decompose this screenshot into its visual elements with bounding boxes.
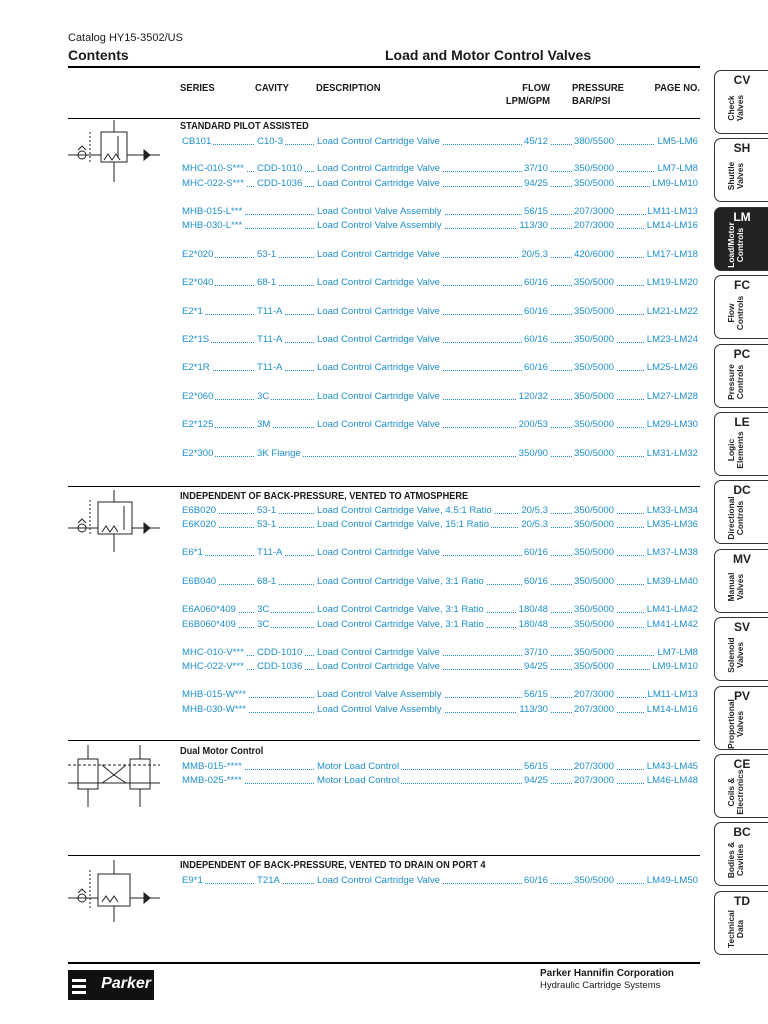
series-cell: MHB-015-W***	[182, 689, 246, 700]
tab-sv[interactable]	[714, 617, 768, 681]
table-row[interactable]	[180, 647, 700, 659]
page-title: Load and Motor Control Valves	[385, 47, 592, 63]
tab-code: BC	[733, 825, 751, 840]
table-row[interactable]	[180, 249, 700, 261]
page-cell: LM39-LM40	[646, 576, 698, 587]
pressure-cell: 350/5000	[574, 448, 615, 459]
tab-label-line1: Proportional	[726, 698, 736, 749]
tab-sh[interactable]	[714, 138, 768, 202]
series-cell: MHB-015-L***	[182, 206, 243, 217]
cavity-cell: T21A	[257, 875, 280, 886]
pressure-cell: 350/5000	[574, 334, 615, 345]
tab-label-line1: Solenoid	[726, 637, 736, 673]
flow-cell: 20/5.3	[521, 249, 548, 260]
table-row[interactable]	[180, 334, 700, 346]
tab-ce[interactable]	[714, 754, 768, 818]
series-cell: MHC-022-V***	[182, 661, 244, 672]
tab-label-text	[727, 364, 745, 400]
cavity-cell: 3C	[257, 391, 270, 402]
page-cell: LM7-LM8	[657, 647, 698, 658]
logo-text: Parker	[101, 975, 151, 992]
cavity-cell: CDD-1010	[257, 163, 303, 174]
cavity-cell: T11-A	[257, 362, 283, 373]
flow-cell: 56/15	[523, 206, 548, 217]
col-pressure-line2: BAR/PSI	[572, 95, 611, 107]
series-cell: E6*1	[182, 547, 203, 558]
cavity-cell: 53-1	[257, 249, 277, 260]
page-cell: LM41-LM42	[646, 604, 698, 615]
description-cell: Load Control Cartridge Valve, 15:1 Ratio	[317, 519, 490, 530]
table-row[interactable]	[180, 576, 700, 588]
tab-label-line1: Coils &	[726, 777, 736, 807]
flow-cell: 56/15	[523, 761, 548, 772]
tab-label-line2: Valves	[735, 163, 745, 190]
description-cell: Load Control Cartridge Valve	[317, 163, 441, 174]
tab-label-line2: Controls	[735, 295, 745, 331]
flow-cell: 60/16	[523, 306, 548, 317]
series-cell: E2*1	[182, 306, 203, 317]
page-cell: LM23-LM24	[646, 334, 698, 345]
description-cell: Load Control Cartridge Valve	[317, 647, 441, 658]
tab-label	[719, 155, 753, 197]
tab-label-line2: Elements	[735, 431, 745, 469]
schematic-vented-atmosphere	[68, 490, 160, 552]
tab-code: MV	[733, 551, 751, 566]
tab-label	[719, 771, 753, 813]
tab-label-line1: Technical	[726, 909, 736, 948]
table-row[interactable]	[180, 362, 700, 374]
pressure-cell: 207/3000	[574, 704, 615, 715]
section-separator	[68, 486, 700, 487]
description-cell: Load Control Cartridge Valve	[317, 249, 441, 260]
tab-label	[719, 566, 753, 608]
description-cell: Load Control Cartridge Valve, 3:1 Ratio	[317, 619, 484, 630]
cavity-cell: 3C	[257, 604, 270, 615]
tab-label-text	[727, 497, 745, 540]
cavity-cell: 53-1	[257, 505, 277, 516]
flow-cell: 350/90	[518, 448, 548, 459]
tab-label-text	[727, 769, 745, 814]
table-row[interactable]	[180, 220, 700, 232]
flow-cell: 45/12	[523, 136, 548, 147]
page-cell: LM49-LM50	[646, 875, 698, 886]
tab-label-line1: Manual	[726, 572, 736, 602]
series-cell: E2*020	[182, 249, 214, 260]
schematic-pilot-assisted	[68, 120, 160, 182]
table-row[interactable]	[180, 306, 700, 318]
tab-label	[719, 839, 753, 881]
tab-label-text	[727, 95, 745, 121]
page-cell: LM37-LM38	[646, 547, 698, 558]
tab-fc[interactable]	[714, 275, 768, 339]
table-row[interactable]	[180, 761, 700, 773]
tab-label	[719, 292, 753, 334]
series-cell: E2*125	[182, 419, 214, 430]
flow-cell: 20/5.3	[521, 519, 548, 530]
description-cell: Load Control Cartridge Valve	[317, 419, 441, 430]
section-title: INDEPENDENT OF BACK-PRESSURE, VENTED TO ATMOSPHERE	[180, 491, 469, 502]
series-cell: E2*060	[182, 391, 214, 402]
pressure-cell: 350/5000	[574, 178, 615, 189]
series-cell: MMB-015-****	[182, 761, 242, 772]
description-cell: Load Control Valve Assembly	[317, 206, 442, 217]
pressure-cell: 207/3000	[574, 206, 615, 217]
flow-cell: 120/32	[518, 391, 548, 402]
series-cell: MMB-025-****	[182, 775, 242, 786]
flow-cell: 60/16	[523, 334, 548, 345]
dot-leader-fill	[180, 783, 700, 784]
description-cell: Load Control Cartridge Valve, 4.5:1 Ratio	[317, 505, 492, 516]
tab-code: SH	[733, 141, 751, 156]
pressure-cell: 207/3000	[574, 761, 615, 772]
table-row[interactable]	[180, 619, 700, 631]
pressure-cell: 350/5000	[574, 576, 615, 587]
tab-code: SV	[733, 620, 750, 635]
series-cell: E6B040	[182, 576, 217, 587]
description-cell: Load Control Cartridge Valve, 3:1 Ratio	[317, 604, 484, 615]
flow-cell: 60/16	[523, 277, 548, 288]
tab-label-text	[727, 431, 745, 468]
col-pressure-header	[572, 82, 624, 108]
pressure-cell: 350/5000	[574, 163, 615, 174]
tab-mv[interactable]	[714, 549, 768, 613]
col-series-header: SERIES	[180, 82, 215, 94]
cavity-cell: 68-1	[257, 277, 277, 288]
tab-label-text	[727, 162, 745, 190]
description-cell: Motor Load Control	[317, 761, 400, 772]
pressure-cell: 350/5000	[574, 547, 615, 558]
dot-leader-fill	[180, 769, 700, 770]
pressure-cell: 350/5000	[574, 875, 615, 886]
page-cell: LM9-LM10	[652, 661, 698, 672]
table-row[interactable]	[180, 419, 700, 431]
tab-label	[719, 361, 753, 403]
tab-label-line1: Flow	[726, 303, 736, 323]
description-cell: Load Control Cartridge Valve	[317, 875, 441, 886]
flow-cell: 94/25	[523, 661, 548, 672]
tab-label-line2: Controls	[735, 501, 745, 536]
table-row[interactable]	[180, 163, 700, 175]
tab-label-line2: Controls	[735, 364, 745, 399]
pressure-cell: 207/3000	[574, 220, 615, 231]
page-cell: LM43-LM45	[646, 761, 698, 772]
page-cell: LM7-LM8	[657, 163, 698, 174]
series-cell: E6B020	[182, 505, 217, 516]
table-row[interactable]	[180, 661, 700, 673]
tab-code: DC	[733, 483, 751, 498]
cavity-cell: CDD-1036	[257, 178, 303, 189]
tab-label-line2: Valves	[735, 94, 745, 122]
tab-label-line2: Valves	[735, 642, 745, 669]
description-cell: Load Control Valve Assembly	[317, 689, 442, 700]
flow-cell: 180/48	[518, 604, 548, 615]
pressure-cell: 350/5000	[574, 277, 615, 288]
section-separator	[68, 740, 700, 741]
table-row[interactable]	[180, 775, 700, 787]
tab-label-text	[727, 910, 745, 948]
cavity-cell: 3C	[257, 619, 270, 630]
series-cell: MHB-030-W***	[182, 704, 246, 715]
series-cell: MHC-022-S***	[182, 178, 244, 189]
section-separator	[68, 118, 700, 119]
flow-cell: 60/16	[523, 547, 548, 558]
pressure-cell: 350/5000	[574, 519, 615, 530]
cavity-cell: CDD-1036	[257, 661, 303, 672]
tab-label-text	[727, 699, 745, 749]
col-flow-header	[487, 82, 550, 108]
pressure-cell: 350/5000	[574, 306, 615, 317]
page-cell: LM19-LM20	[646, 277, 698, 288]
contents-heading: Contents	[68, 47, 129, 63]
tab-label-line1: Check	[726, 95, 736, 121]
series-cell: MHC-010-S***	[182, 163, 244, 174]
table-row[interactable]	[180, 448, 700, 460]
description-cell: Load Control Cartridge Valve	[317, 362, 441, 373]
catalog-number: Catalog HY15-3502/US	[68, 32, 183, 44]
page-cell: LM33-LM34	[646, 505, 698, 516]
description-cell: Load Control Cartridge Valve	[317, 334, 441, 345]
tab-label-text	[727, 572, 745, 601]
tab-cv[interactable]	[714, 70, 768, 134]
tab-label-line2: Valves	[735, 710, 745, 737]
series-cell: E2*1R	[182, 362, 210, 373]
description-cell: Load Control Cartridge Valve	[317, 547, 441, 558]
pressure-cell: 350/5000	[574, 619, 615, 630]
series-cell: MHC-010-V***	[182, 647, 244, 658]
tab-dc[interactable]	[714, 480, 768, 544]
tab-code: FC	[734, 278, 750, 293]
flow-cell: 37/10	[523, 647, 548, 658]
tab-code: LE	[734, 415, 750, 429]
flow-cell: 113/30	[519, 220, 548, 231]
table-row[interactable]	[180, 604, 700, 616]
cavity-cell: T11-A	[257, 547, 283, 558]
description-cell: Load Control Cartridge Valve	[317, 391, 441, 402]
page-cell: LM29-LM30	[646, 419, 698, 430]
col-cavity-header: CAVITY	[255, 82, 289, 94]
tab-label	[719, 429, 753, 471]
col-page-header: PAGE NO.	[654, 82, 700, 94]
section-title: Dual Motor Control	[180, 746, 264, 757]
series-cell: CB101	[182, 136, 212, 147]
description-cell: Load Control Cartridge Valve, 3:1 Ratio	[317, 576, 484, 587]
description-cell: Load Control Cartridge Valve	[317, 136, 441, 147]
pressure-cell: 350/5000	[574, 604, 615, 615]
tab-code: CE	[733, 757, 751, 771]
tab-label	[719, 908, 753, 950]
bottom-rule	[68, 962, 700, 964]
table-row[interactable]	[180, 505, 700, 517]
pressure-cell: 420/6000	[574, 249, 615, 260]
pressure-cell: 350/5000	[574, 661, 615, 672]
page-cell: LM11-LM13	[647, 206, 698, 217]
series-cell: E2*1S	[182, 334, 210, 345]
table-row[interactable]	[180, 519, 700, 531]
description-cell: Load Control Cartridge Valve	[317, 277, 441, 288]
tab-code: PV	[733, 688, 750, 703]
tab-label-text	[727, 222, 745, 268]
page-cell: LM11-LM13	[647, 689, 698, 700]
tab-label-line2: Electronics	[735, 769, 745, 815]
flow-cell: 20/5.3	[521, 505, 548, 516]
page-cell: LM46-LM48	[646, 775, 698, 786]
page-cell: LM21-LM22	[646, 306, 698, 317]
description-cell: Motor Load Control	[317, 775, 400, 786]
description-cell: Load Control Cartridge Valve	[317, 306, 441, 317]
page-cell: LM5-LM6	[657, 136, 698, 147]
table-row[interactable]	[180, 547, 700, 559]
cavity-cell: C10-3	[257, 136, 284, 147]
tab-label-line1: Logic	[726, 438, 736, 462]
page-cell: LM14-LM16	[646, 220, 698, 231]
series-cell: E6A060*409	[182, 604, 236, 615]
col-pressure-line1: PRESSURE	[572, 82, 624, 94]
series-cell: E2*040	[182, 277, 214, 288]
tab-le[interactable]	[714, 412, 768, 476]
flow-cell: 113/30	[519, 704, 548, 715]
tab-label	[719, 87, 753, 129]
flow-cell: 60/16	[523, 875, 548, 886]
flow-cell: 94/25	[523, 775, 548, 786]
table-row[interactable]	[180, 704, 700, 716]
tab-pc[interactable]	[714, 344, 768, 408]
section-title: STANDARD PILOT ASSISTED	[180, 121, 309, 132]
description-cell: Load Control Cartridge Valve	[317, 661, 441, 672]
page-cell: LM14-LM16	[646, 704, 698, 715]
tab-label-line1: Load/Motor	[726, 222, 736, 268]
division-name: Hydraulic Cartridge Systems	[540, 980, 661, 991]
series-cell: MHB-030-L***	[182, 220, 243, 231]
tab-label-text	[727, 638, 745, 673]
page-cell: LM35-LM36	[646, 519, 698, 530]
series-cell: E9*1	[182, 875, 203, 886]
page-cell: LM25-LM26	[646, 362, 698, 373]
description-cell: Load Control Valve Assembly	[317, 704, 442, 715]
tab-code: CV	[733, 73, 751, 87]
cavity-cell: T11-A	[257, 334, 283, 345]
col-description-header: DESCRIPTION	[316, 82, 381, 94]
tab-label-line1: Directional	[726, 496, 736, 541]
pressure-cell: 350/5000	[574, 419, 615, 430]
tab-label-text	[727, 296, 745, 330]
cavity-cell: T11-A	[257, 306, 283, 317]
tab-label-text	[727, 842, 745, 878]
page-cell: LM9-LM10	[652, 178, 698, 189]
tab-label-line1: Bodies &	[726, 842, 736, 879]
table-row[interactable]	[180, 178, 700, 190]
tab-label-line2: Cavities	[735, 844, 745, 877]
tab-code: PC	[733, 346, 751, 361]
page-cell: LM27-LM28	[646, 391, 698, 402]
flow-cell: 200/53	[518, 419, 548, 430]
cavity-cell: 3K Flange	[257, 448, 301, 459]
flow-cell: 94/25	[523, 178, 548, 189]
section-separator	[68, 855, 700, 856]
cavity-cell: 68-1	[257, 576, 277, 587]
table-row[interactable]	[180, 136, 700, 148]
pressure-cell: 380/5500	[574, 136, 615, 147]
description-cell: Load Control Valve Assembly	[317, 220, 442, 231]
parker-logo	[68, 970, 154, 1000]
cavity-cell: 3M	[257, 419, 271, 430]
tab-lm[interactable]	[714, 207, 768, 271]
pressure-cell: 350/5000	[574, 505, 615, 516]
cavity-cell: 53-1	[257, 519, 277, 530]
tab-pv[interactable]	[714, 686, 768, 750]
series-cell: E6B060*409	[182, 619, 236, 630]
table-row[interactable]	[180, 206, 700, 218]
pressure-cell: 350/5000	[574, 362, 615, 373]
tab-label	[719, 698, 753, 749]
company-name: Parker Hannifin Corporation	[540, 968, 674, 979]
tab-label	[719, 497, 753, 539]
series-cell: E2*300	[182, 448, 214, 459]
flow-cell: 60/16	[523, 576, 548, 587]
flow-cell: 180/48	[518, 619, 548, 630]
tab-label	[719, 634, 753, 676]
tab-bc[interactable]	[714, 822, 768, 886]
col-flow-line1: FLOW	[522, 82, 550, 94]
table-row[interactable]	[180, 689, 700, 701]
tab-label-line2: Valves	[735, 573, 745, 600]
tab-label-line1: Pressure	[726, 363, 736, 400]
tab-label-line1: Shuttle	[726, 162, 736, 191]
tab-code: LM	[733, 209, 751, 224]
pressure-cell: 207/3000	[574, 689, 615, 700]
pressure-cell: 350/5000	[574, 647, 615, 658]
top-rule	[68, 66, 700, 68]
flow-cell: 37/10	[523, 163, 548, 174]
schematic-dual-motor	[68, 745, 160, 807]
pressure-cell: 350/5000	[574, 391, 615, 402]
series-cell: E6K020	[182, 519, 217, 530]
cavity-cell: CDD-1010	[257, 647, 303, 658]
table-row[interactable]	[180, 277, 700, 289]
tab-label-line2: Data	[735, 919, 745, 938]
section-title: INDEPENDENT OF BACK-PRESSURE, VENTED TO DRAIN ON PORT 4	[180, 860, 486, 871]
tab-label	[719, 224, 753, 266]
page-cell: LM31-LM32	[646, 448, 698, 459]
tab-label-line2: Controls	[735, 227, 745, 263]
page-cell: LM17-LM18	[646, 249, 698, 260]
tab-code: TD	[734, 893, 750, 908]
flow-cell: 60/16	[523, 362, 548, 373]
flow-cell: 56/15	[523, 689, 548, 700]
page-cell: LM41-LM42	[646, 619, 698, 630]
pressure-cell: 207/3000	[574, 775, 615, 786]
schematic-vented-drain	[68, 860, 160, 922]
col-flow-line2: LPM/GPM	[505, 95, 550, 107]
table-row[interactable]	[180, 875, 700, 887]
description-cell: Load Control Cartridge Valve	[317, 178, 441, 189]
table-row[interactable]	[180, 391, 700, 403]
tab-td[interactable]	[714, 891, 768, 955]
